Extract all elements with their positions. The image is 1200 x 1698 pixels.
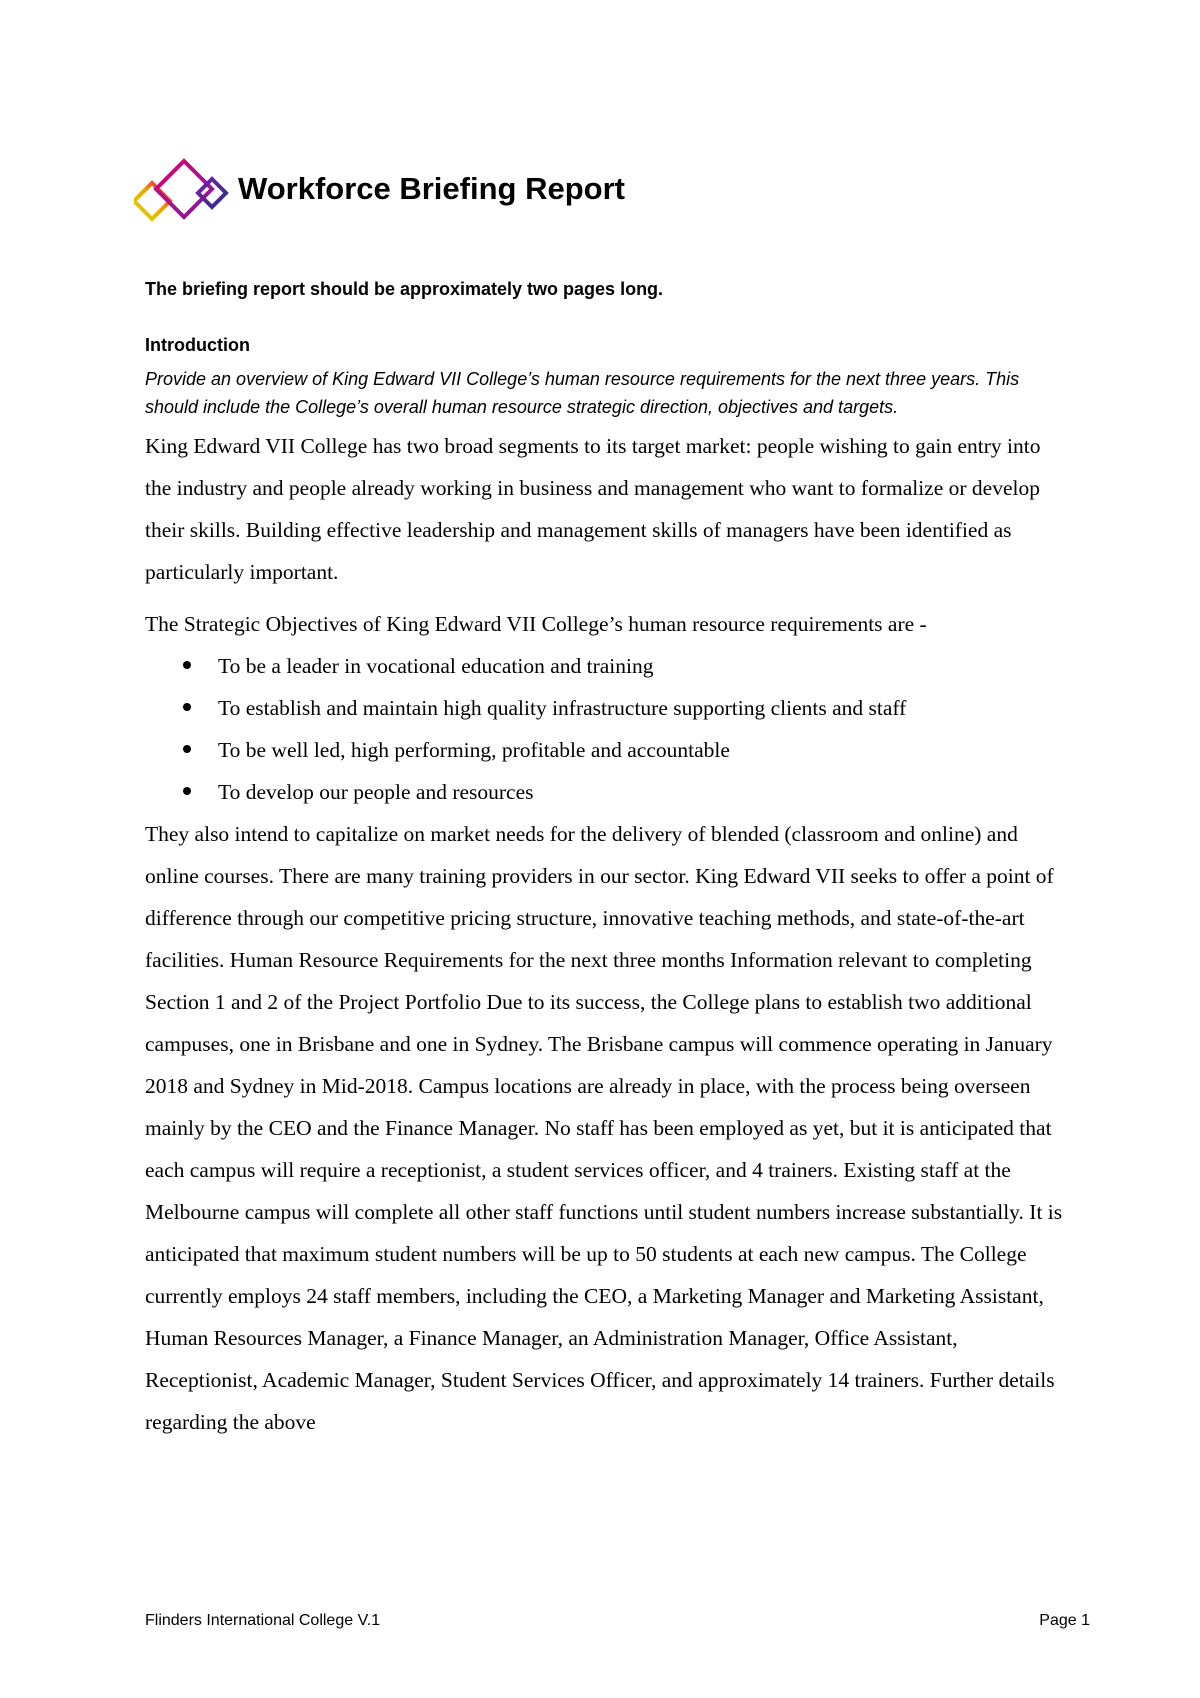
- page-footer: [145, 1612, 1090, 1630]
- introduction-paragraph-3: They also intend to capitalize on market needs for the delivery of blended (classroom and online) and online courses. There are many training providers in our sector. King Edward VII seeks to offer a point of difference through our competitive pricing structure, innovative teaching methods, and state-of-the-art facilities. Human Resource Requirements for the next three months Information relevant to completing Section 1 and 2 of the Project Portfolio Due to its success, the College plans to establish two additional campuses, one in Brisbane and one in Sydney. The Brisbane campus will commence operating in January 2018 and Sydney in Mid-2018. Campus locations are already in place, with the process being overseen mainly by the CEO and the Finance Manager. No staff has been employed as yet, but it is anticipated that each campus will require a receptionist, a student services officer, and 4 trainers. Existing staff at the Melbourne campus will complete all other staff functions until student numbers increase substantially. It is anticipated that maximum student numbers will be up to 50 students at each new campus. The College currently employs 24 staff members, including the CEO, a Marketing Manager and Marketing Assistant, Human Resources Manager, a Finance Manager, an Administration Manager, Office Assistant, Receptionist, Academic Manager, Student Services Officer, and approximately 14 trainers. Further details regarding the above: [145, 822, 1063, 1434]
- bullet-icon: [183, 661, 191, 669]
- footer-page-number: Page 1: [1039, 1612, 1090, 1629]
- bullet-icon: [183, 745, 191, 753]
- list-item-text: To develop our people and resources: [218, 780, 534, 804]
- bullet-icon: [183, 787, 191, 795]
- logo-diamond-right: [198, 179, 226, 207]
- list-item: [145, 729, 1070, 771]
- footer-college-name: Flinders International College V.1: [145, 1612, 381, 1629]
- length-note: The briefing report should be approximately two pages long.: [145, 279, 664, 299]
- introduction-instructions: Provide an overview of King Edward VII College’s human resource requirements for the next three years. This should include the College’s overall human resource strategic direction, objectives and targets.: [145, 369, 1020, 417]
- list-item-text: To be well led, high performing, profitable and accountable: [218, 738, 730, 762]
- report-body: [145, 275, 1070, 1443]
- bullet-icon: [183, 703, 191, 711]
- logo-diamond-left: [134, 183, 170, 219]
- report-title: Workforce Briefing Report: [238, 171, 625, 206]
- list-item-text: To establish and maintain high quality infrastructure supporting clients and staff: [218, 696, 907, 720]
- report-header: [134, 157, 625, 229]
- list-item: [145, 771, 1070, 813]
- list-item-text: To be a leader in vocational education and training: [218, 654, 654, 678]
- college-logo-icon: [134, 157, 234, 229]
- introduction-paragraph-1: King Edward VII College has two broad segments to its target market: people wishing to gain entry into the industry and people already working in business and management who want to formalize or develop their skills. Building effective leadership and management skills of managers have been identified as particularly important.: [145, 434, 1041, 584]
- strategic-objectives-list: [145, 645, 1070, 813]
- introduction-heading: Introduction: [145, 335, 250, 355]
- list-item: [145, 687, 1070, 729]
- introduction-paragraph-2: The Strategic Objectives of King Edward VII College’s human resource requirements are -: [145, 612, 927, 636]
- list-item: [145, 645, 1070, 687]
